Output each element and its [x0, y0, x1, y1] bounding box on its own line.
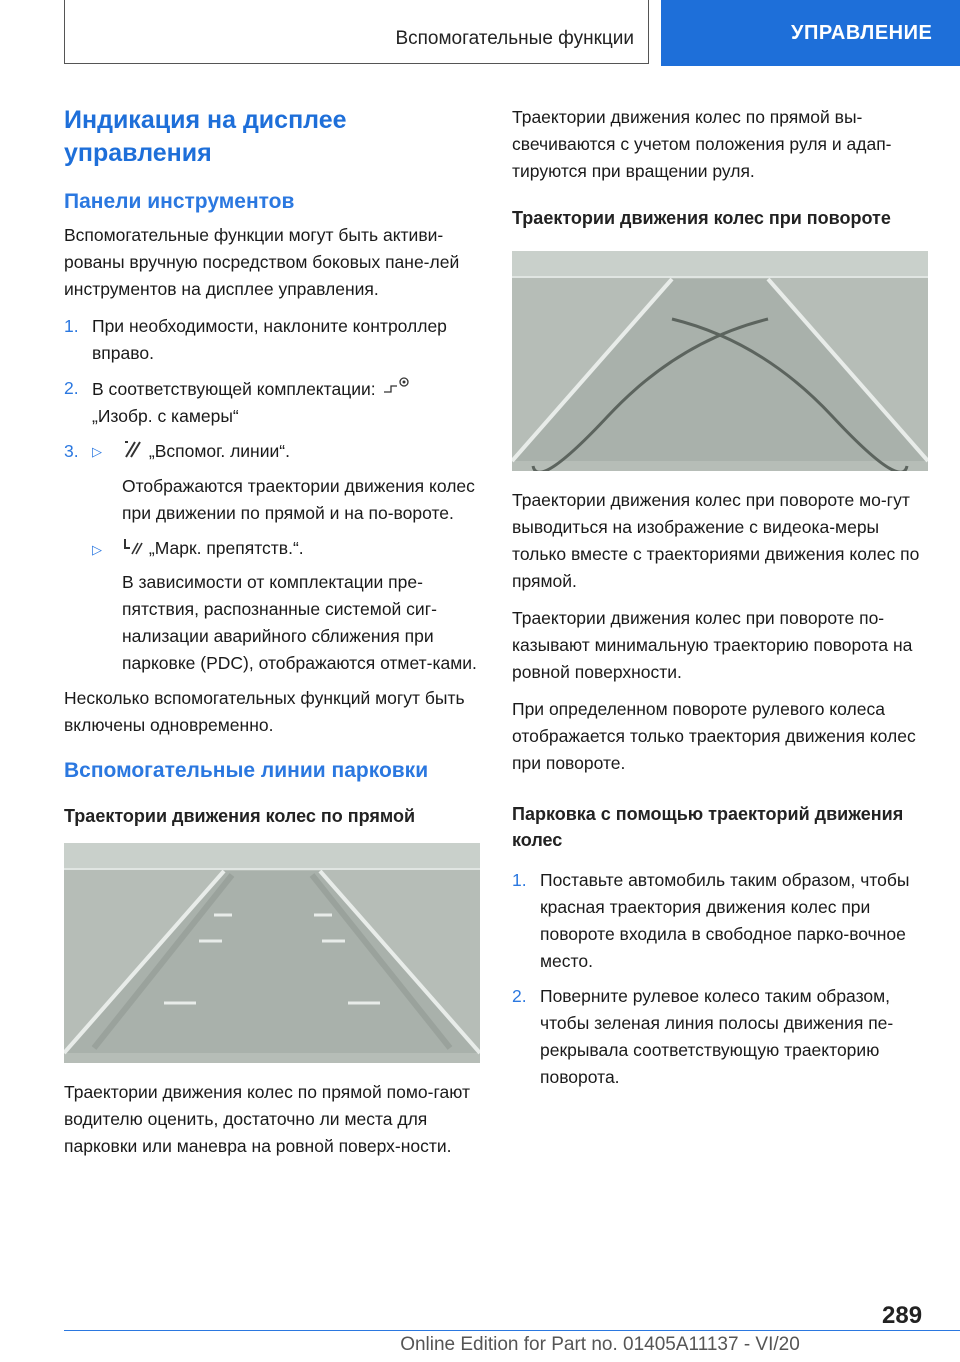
- heading-toolbars: Панели инструментов: [64, 190, 295, 213]
- step-number: 1.: [512, 870, 527, 890]
- sub-label-obstacles: „Марк. препятств.“.: [148, 538, 304, 558]
- step-text: Поставьте автомобиль таким образом, чтобы красная траектория движения колес при повороте входила в свободное парко-вочное место.: [540, 870, 910, 971]
- heading-parking-lines: Вспомогательные линии парковки: [64, 759, 429, 782]
- heading-straight-trajectories: Траектории движения колес по прямой: [64, 806, 416, 826]
- paragraph-trajectories-intro: Траектории движения колес по прямой вы-свечиваются с учетом положения руля и адап-тируются при вращении руля.: [512, 107, 892, 181]
- step-number: 3.: [64, 441, 79, 461]
- step-text: Поверните рулевое колесо таким образом, чтобы зеленая линия полосы движения пе-рекрывала соответствующую траекторию поворота.: [540, 986, 894, 1087]
- step-number: 2.: [64, 378, 79, 398]
- heading-turn-trajectories: Траектории движения колес при повороте: [512, 208, 891, 228]
- sub-label-guide-lines: „Вспомог. линии“.: [148, 441, 290, 461]
- obstacle-marking-icon: [122, 536, 144, 554]
- step-text-camera: „Изобр. с камеры“: [92, 406, 239, 426]
- header-section-title: Вспомогательные функции: [395, 28, 634, 49]
- footer-edition: Online Edition for Part no. 01405A11137 - VI/20: [400, 1334, 800, 1355]
- footer-divider: [64, 1330, 960, 1331]
- page-number: 289: [882, 1302, 923, 1329]
- sub-desc-obstacles: В зависимости от комплектации пре-пятствия, распознанные системой сиг-нализации аварийного сближения при парковке (PDC), отображаются отмет-ками.: [122, 572, 477, 673]
- sub-desc-guide-lines: Отображаются траектории движения колес при движении по прямой и на по-вороте.: [122, 476, 475, 523]
- paragraph-turn-1: Траектории движения колес при повороте мо-гут выводиться на изображение с видеока-меры только вместе с траекториями движения колес по прямой.: [512, 490, 920, 591]
- figure-straight-trajectories: [64, 843, 480, 1063]
- step-text: В соответствующей комплектации:: [92, 379, 376, 399]
- right-column: [512, 104, 928, 1099]
- paragraph-toolbars: Вспомогательные функции могут быть активи-рованы вручную посредством боковых пане-лей инструментов на дисплее управления.: [64, 225, 460, 299]
- step-number: 1.: [64, 316, 79, 336]
- park-step-1: [512, 867, 928, 975]
- figure-turn-trajectories: [512, 251, 928, 471]
- paragraph-multiple-functions: Несколько вспомогательных функций могут быть включены одновременно.: [64, 688, 465, 735]
- step-3: [64, 438, 480, 465]
- paragraph-turn-3: При определенном повороте рулевого колеса отображается только траектория движения колес при повороте.: [512, 699, 916, 773]
- step-number: 2.: [512, 986, 527, 1006]
- step-text: При необходимости, наклоните контроллер вправо.: [92, 316, 447, 363]
- step-2: [64, 375, 480, 430]
- left-column: [64, 104, 480, 1170]
- step-1: [64, 313, 480, 367]
- header-chapter-tab: УПРАВЛЕНИЕ: [661, 0, 960, 66]
- heading-display-indication: Индикация на дисплее управления: [64, 106, 347, 167]
- park-step-2: [512, 983, 928, 1091]
- triangle-bullet-icon: ▷: [92, 444, 102, 459]
- sub-item-obstacles: [92, 535, 480, 563]
- header-box: [64, 0, 649, 64]
- guide-lines-icon: [122, 439, 144, 457]
- paragraph-straight-trajectories: Траектории движения колес по прямой помо-гают водителю оценить, достаточно ли места для парковки или маневра на ровной поверх-ности.: [64, 1082, 470, 1156]
- paragraph-turn-2: Траектории движения колес при повороте по-казывают минимальную траекторию поворота на ровной поверхности.: [512, 608, 913, 682]
- triangle-bullet-icon: ▷: [92, 542, 102, 557]
- camera-settings-icon: [381, 375, 403, 393]
- heading-parking-with-trajectories: Парковка с помощью траекторий движения колес: [512, 804, 904, 850]
